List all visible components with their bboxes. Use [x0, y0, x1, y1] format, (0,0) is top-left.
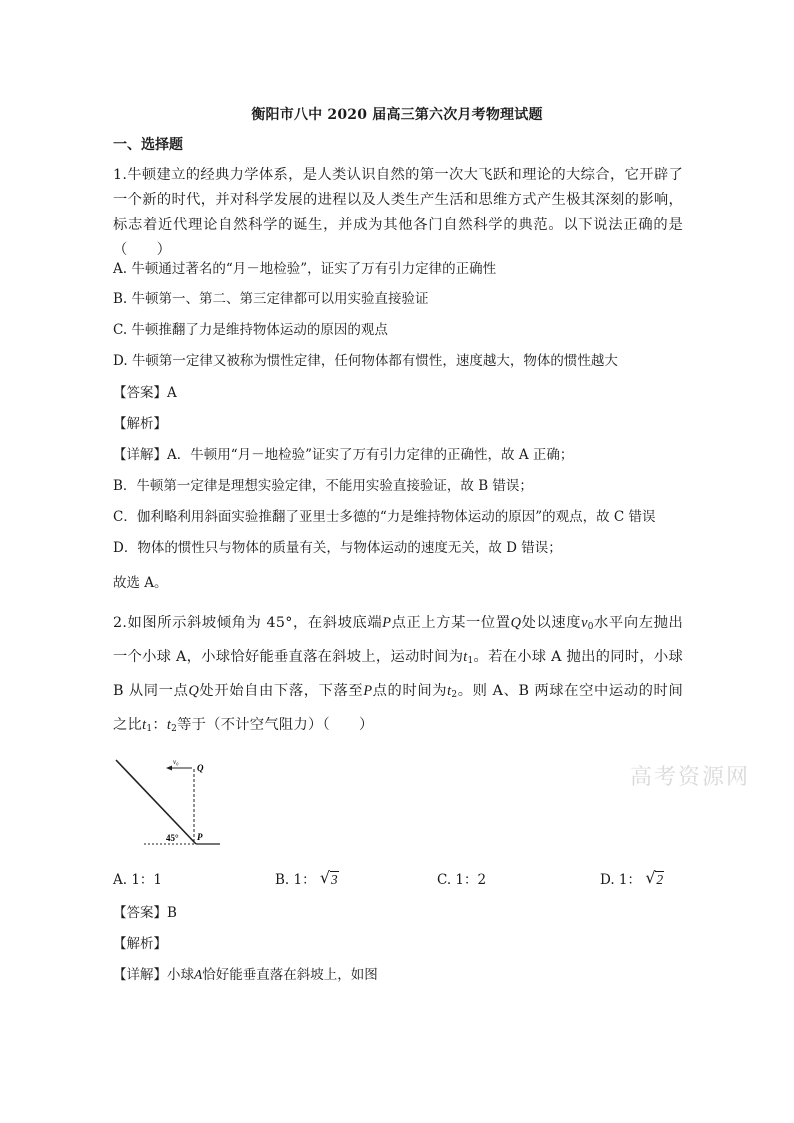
q2-choice-c — [437, 868, 486, 888]
q1-detail-c: C．伽利略利用斜面实验推翻了亚里士多德的“力是维持物体运动的原因”的观点，故 C 错误 — [113, 509, 656, 525]
symbol-v: v — [581, 615, 588, 631]
symbol-t2: t — [447, 683, 452, 699]
page-title: 衡阳市八中 2020 届高三第六次月考物理试题 — [251, 107, 543, 123]
symbol-t1: t — [463, 649, 468, 665]
figure-label-q: Q — [197, 763, 204, 773]
q2-stem-text: 水平向左抛出一个小球 A，小球恰好能垂直落在斜坡上，运动时间为 — [113, 615, 684, 665]
choice-label: A. 1：1 — [113, 872, 163, 888]
choice-label: C. 1：2 — [437, 872, 487, 888]
q1-detail-a: 【详解】A．牛顿用“月－地检验”证实了万有引力定律的正确性，故 A 正确； — [113, 447, 574, 463]
q1-detail-d: D．物体的惯性只与物体的质量有关，与物体运动的速度无关，故 D 错误； — [113, 540, 562, 556]
q1-option-a: A. 牛顿通过著名的“月－地检验”，证实了万有引力定律的正确性 — [113, 261, 497, 277]
slope-figure — [108, 755, 228, 850]
sqrt-icon: √ 2 — [645, 868, 664, 887]
q2-choice-d — [600, 868, 664, 888]
q2-stem — [113, 608, 683, 744]
section-heading: 一、选择题 — [113, 137, 183, 153]
q2-stem-text: 处开始自由下落，下落至 — [199, 683, 364, 699]
q1-option-d: D. 牛顿第一定律又被称为惯性定律，任何物体都有惯性，速度越大，物体的惯性越大 — [113, 353, 618, 369]
q2-stem-text: 等于（不计空气阻力）（ ） — [177, 717, 374, 733]
symbol-q: Q — [188, 683, 200, 699]
q2-stem-text: 。若在小球 A 抛出的同时，小球 B 从同一点 — [113, 649, 683, 699]
q2-stem-text: 处以速度 — [521, 615, 582, 631]
symbol-subscript: 1 — [146, 724, 153, 734]
symbol-subscript: 2 — [171, 724, 178, 734]
symbol-q: Q — [510, 615, 522, 631]
figure-label-v0: v₀ — [173, 758, 179, 766]
slope-line — [116, 760, 196, 844]
symbol-t1: t — [142, 717, 147, 733]
symbol-p: P — [363, 683, 373, 699]
q1-stem: 1.牛顿建立的经典力学体系，是人类认识自然的第一次大飞跃和理论的大综合，它开辟了一个新的时代，并对科学发展的进程以及人类生产生活和思维方式产生极其深刻的影响，标志着近代理论自然科学的诞生，并成为其他各门自然科学的典范。以下说法正确的是（ ） — [113, 167, 683, 258]
q2-analysis-label: 【解析】 — [113, 936, 167, 952]
symbol-subscript: 0 — [587, 622, 594, 632]
q2-detail-text: 【详解】小球 — [113, 967, 194, 983]
figure-label-p: P — [197, 832, 203, 842]
q2-stem-text: 2.如图所示斜坡倾角为 45°，在斜坡底端 — [113, 615, 383, 631]
q2-stem-text: 点的时间为 — [372, 683, 448, 699]
q2-detail-text: 恰好能垂直落在斜坡上，如图 — [202, 967, 378, 983]
radicand: 3 — [330, 872, 338, 887]
arrow-head-icon — [166, 766, 172, 771]
q2-answer: 【答案】B — [113, 905, 177, 921]
choice-label: D. 1： — [600, 872, 642, 888]
q1-option-c: C. 牛顿推翻了力是维持物体运动的原因的观点 — [113, 322, 388, 338]
figure-label-angle: 45° — [166, 833, 179, 843]
q2-stem-text: 点正上方某一位置 — [391, 615, 511, 631]
watermark: 高考资源网 — [630, 765, 751, 790]
symbol-t2: t — [166, 717, 172, 733]
q1-conclusion: 故选 A。 — [113, 575, 168, 591]
symbol-subscript: 2 — [451, 690, 458, 700]
symbol-a: A — [194, 967, 203, 982]
q1-detail-b: B．牛顿第一定律是理想实验定律，不能用实验直接验证，故 B 错误； — [113, 478, 533, 494]
q1-answer: 【答案】A — [113, 385, 177, 401]
sqrt-icon: √ 3 — [319, 868, 338, 887]
q2-stem-text: 。则 A、B 两球在空中运动的时间之比 — [113, 683, 684, 733]
ratio-colon: ： — [152, 717, 167, 733]
q1-analysis-label: 【解析】 — [113, 416, 167, 432]
choice-label: B. 1： — [275, 872, 316, 888]
symbol-p: P — [382, 615, 392, 631]
radicand: 2 — [656, 872, 664, 887]
q2-detail — [113, 965, 378, 985]
symbol-subscript: 1 — [467, 656, 474, 666]
q1-option-b: B. 牛顿第一、第二、第三定律都可以用实验直接验证 — [113, 291, 429, 307]
q2-choice-a — [113, 868, 162, 888]
q2-choice-b — [275, 868, 339, 888]
